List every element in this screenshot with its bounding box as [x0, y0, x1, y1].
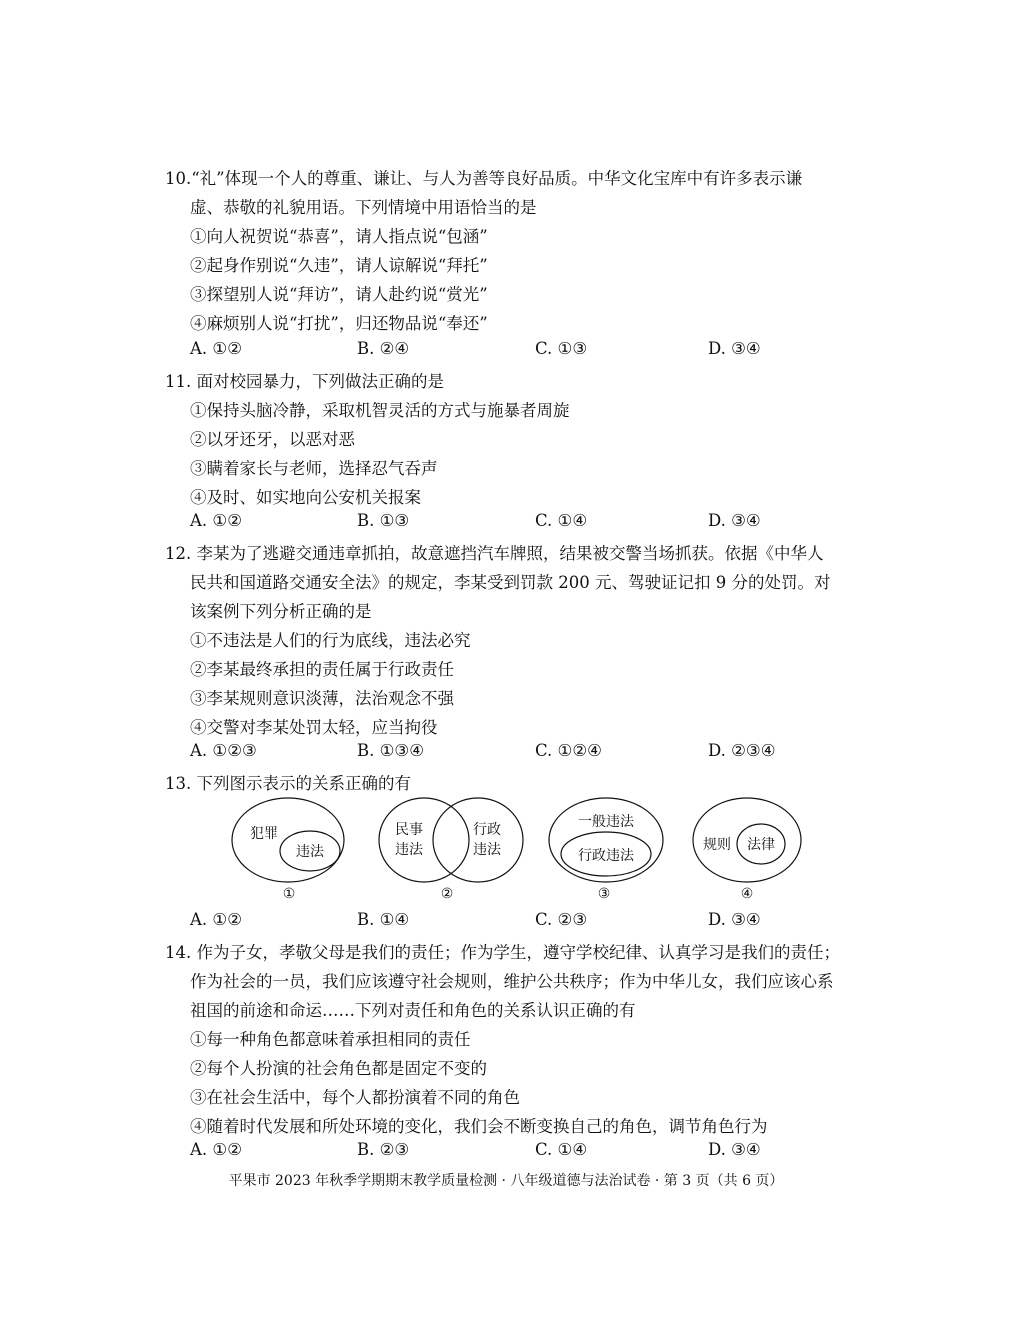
diagram-2: [379, 798, 523, 902]
diagram-1-outer-ellipse: [232, 798, 344, 882]
q10-item-2: ②起身作别说“久违”，请人谅解说“拜托”: [190, 256, 488, 275]
q11-item-4: ④及时、如实地向公安机关报案: [190, 488, 421, 507]
diagram-1-outer-label: 犯罪: [250, 826, 278, 842]
q13-option-a: A. ①②: [190, 910, 242, 929]
q14-option-d: D. ③④: [708, 1140, 761, 1159]
q14-option-b: B. ②③: [357, 1140, 410, 1159]
q10-stem-line-1: 10.“礼”体现一个人的尊重、谦让、与人为善等良好品质。中华文化宝库中有许多表示谦: [165, 169, 803, 188]
q11-option-d: D. ③④: [708, 511, 761, 530]
q10-option-a: A. ①②: [190, 339, 242, 358]
diagram-4-inner-label: 法律: [747, 837, 775, 853]
q13-option-d: D. ③④: [708, 910, 761, 929]
q14-option-c: C. ①④: [535, 1140, 588, 1159]
q14-item-2: ②每个人扮演的社会角色都是固定不变的: [190, 1059, 487, 1078]
diagram-4-number: ④: [740, 886, 754, 902]
q12-stem-line-3: 该案例下列分析正确的是: [190, 602, 372, 621]
diagram-3-inner-label: 行政违法: [578, 848, 634, 864]
q10-option-b: B. ②④: [357, 339, 410, 358]
diagram-1-number: ①: [282, 886, 296, 902]
q12-option-c: C. ①②④: [535, 741, 602, 760]
q11-option-c: C. ①④: [535, 511, 588, 530]
q14-item-1: ①每一种角色都意味着承担相同的责任: [190, 1030, 471, 1049]
q11-item-3: ③瞒着家长与老师，选择忍气吞声: [190, 459, 438, 478]
diagram-3-number: ③: [597, 886, 611, 902]
diagram-2-number: ②: [440, 886, 454, 902]
q10-item-1: ①向人祝贺说“恭喜”，请人指点说“包涵”: [190, 227, 488, 246]
diagram-2-right-bottom-label: 违法: [473, 842, 501, 858]
diagram-4: [693, 798, 801, 902]
q11-stem-line-1: 11. 面对校园暴力，下列做法正确的是: [165, 372, 444, 391]
q12-stem-line-1: 12. 李某为了逃避交通违章抓拍，故意遮挡汽车牌照，结果被交警当场抓获。依据《中华人: [165, 544, 824, 563]
diagram-2-left-ellipse: [379, 798, 469, 882]
q14-item-3: ③在社会生活中，每个人都扮演着不同的角色: [190, 1088, 520, 1107]
q14-stem-line-3: 祖国的前途和命运……下列对责任和角色的关系认识正确的有: [190, 1001, 636, 1020]
q11-option-a: A. ①②: [190, 511, 242, 530]
q11-option-b: B. ①③: [357, 511, 410, 530]
diagram-2-right-ellipse: [433, 798, 523, 882]
q10-option-c: C. ①③: [535, 339, 588, 358]
q12-stem-line-2: 民共和国道路交通安全法》的规定，李某受到罚款 200 元、驾驶证记扣 9 分的处罚。对: [190, 573, 831, 592]
q13-option-b: B. ①④: [357, 910, 410, 929]
q14-stem-line-2: 作为社会的一员，我们应该遵守社会规则，维护公共秩序；作为中华儿女，我们应该心系: [190, 972, 834, 991]
diagram-3: [549, 798, 663, 902]
q12-option-d: D. ②③④: [708, 741, 776, 760]
q10-item-4: ④麻烦别人说“打扰”，归还物品说“奉还”: [190, 314, 488, 333]
q11-item-1: ①保持头脑冷静，采取机智灵活的方式与施暴者周旋: [190, 401, 570, 420]
q14-item-4: ④随着时代发展和所处环境的变化，我们会不断变换自己的角色，调节角色行为: [190, 1117, 768, 1136]
diagram-1-inner-label: 违法: [296, 844, 324, 860]
q12-option-a: A. ①②③: [190, 741, 257, 760]
q14-stem-line-1: 14. 作为子女，孝敬父母是我们的责任；作为学生，遵守学校纪律、认真学习是我们的责任；: [165, 943, 840, 962]
page-footer: 平果市 2023 年秋季学期期末教学质量检测 · 八年级道德与法治试卷 · 第 3 页（共 6 页）: [228, 1173, 784, 1189]
q12-item-4: ④交警对李某处罚太轻，应当拘役: [190, 718, 438, 737]
q12-item-1: ①不违法是人们的行为底线，违法必究: [190, 631, 471, 650]
diagram-1: [232, 798, 344, 902]
q13-diagrams: [228, 792, 808, 904]
q11-item-2: ②以牙还牙，以恶对恶: [190, 430, 355, 449]
q12-option-b: B. ①③④: [357, 741, 424, 760]
q12-item-2: ②李某最终承担的责任属于行政责任: [190, 660, 454, 679]
q13-stem-line-1: 13. 下列图示表示的关系正确的有: [165, 774, 411, 793]
diagram-4-outer-label: 规则: [703, 837, 731, 853]
q10-stem-line-2: 虚、恭敬的礼貌用语。下列情境中用语恰当的是: [190, 198, 537, 217]
q10-item-3: ③探望别人说“拜访”，请人赴约说“赏光”: [190, 285, 488, 304]
q13-option-c: C. ②③: [535, 910, 588, 929]
diagram-2-right-top-label: 行政: [473, 822, 501, 838]
diagram-3-outer-ellipse: [549, 798, 663, 882]
q14-option-a: A. ①②: [190, 1140, 242, 1159]
diagram-3-outer-label: 一般违法: [578, 814, 634, 830]
diagram-2-left-bottom-label: 违法: [395, 842, 423, 858]
diagram-2-left-top-label: 民事: [395, 822, 423, 838]
q12-item-3: ③李某规则意识淡薄，法治观念不强: [190, 689, 454, 708]
q10-option-d: D. ③④: [708, 339, 761, 358]
